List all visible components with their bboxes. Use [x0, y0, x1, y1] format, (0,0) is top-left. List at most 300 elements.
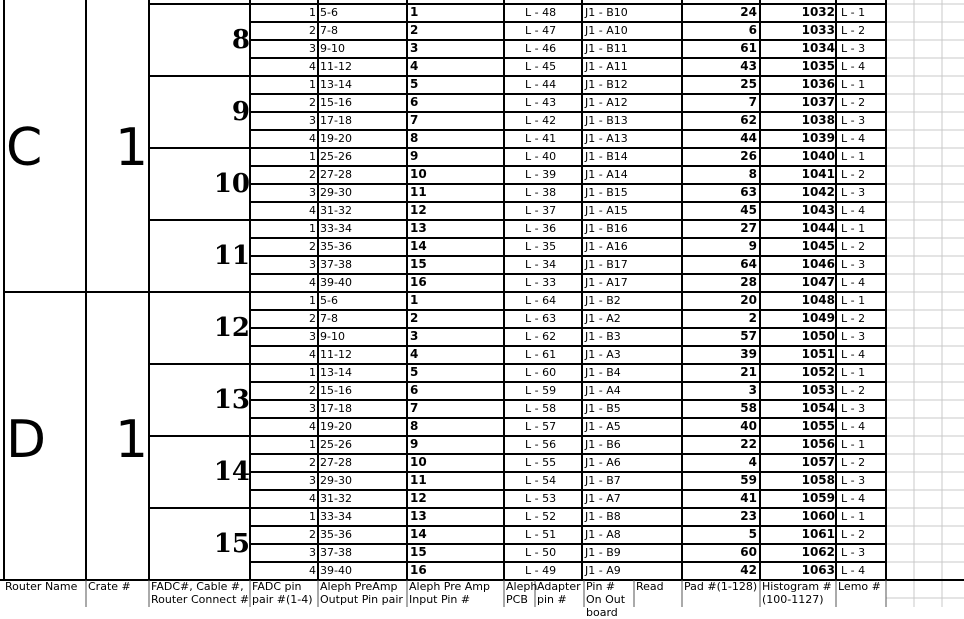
cell-lemo-number[interactable]: L - 1	[841, 78, 866, 91]
cell-preamp-input-pin[interactable]: 5	[410, 365, 419, 379]
cell-preamp-input-pin[interactable]: 15	[410, 545, 427, 559]
fadc-number[interactable]: 13	[213, 385, 250, 415]
cell-pad-number[interactable]: 2	[748, 311, 757, 325]
cell-aleph-pcb-pin[interactable]: L - 55	[525, 456, 557, 469]
cell-out-board-pin[interactable]: J1 - A16	[585, 240, 628, 253]
cell-preamp-output-pin[interactable]: 19-20	[320, 132, 352, 145]
cell-pad-number[interactable]: 5	[748, 527, 757, 541]
cell-preamp-input-pin[interactable]: 7	[410, 113, 419, 127]
cell-preamp-input-pin[interactable]: 11	[410, 473, 427, 487]
cell-preamp-output-pin[interactable]: 37-38	[320, 258, 352, 271]
cell-out-board-pin[interactable]: J1 - B10	[585, 6, 628, 19]
cell-pad-number[interactable]: 7	[748, 95, 757, 109]
cell-pad-number[interactable]: 21	[740, 365, 757, 379]
cell-preamp-input-pin[interactable]: 13	[410, 509, 427, 523]
cell-out-board-pin[interactable]: J1 - A3	[585, 348, 621, 361]
cell-out-board-pin[interactable]: J1 - B15	[585, 186, 628, 199]
cell-fadc-pin-pair[interactable]: 1	[309, 438, 316, 451]
cell-aleph-pcb-pin[interactable]: L - 63	[525, 312, 557, 325]
cell-histogram-number[interactable]: 1060	[801, 509, 835, 523]
cell-fadc-pin-pair[interactable]: 4	[309, 348, 316, 361]
cell-preamp-output-pin[interactable]: 15-16	[320, 384, 352, 397]
cell-out-board-pin[interactable]: J1 - B4	[585, 366, 621, 379]
header-preamp-output[interactable]: Aleph PreAmp Output Pin pair	[320, 580, 403, 606]
cell-histogram-number[interactable]: 1045	[801, 239, 835, 253]
cell-fadc-pin-pair[interactable]: 1	[309, 366, 316, 379]
cell-histogram-number[interactable]: 1052	[801, 365, 835, 379]
cell-preamp-output-pin[interactable]: 39-40	[320, 564, 352, 577]
header-aleph-pcb[interactable]: Aleph PCB	[506, 580, 538, 606]
cell-pad-number[interactable]: 60	[740, 545, 757, 559]
cell-preamp-input-pin[interactable]: 14	[410, 527, 427, 541]
cell-out-board-pin[interactable]: J1 - A9	[585, 564, 621, 577]
cell-aleph-pcb-pin[interactable]: L - 58	[525, 402, 557, 415]
cell-out-board-pin[interactable]: J1 - A7	[585, 492, 621, 505]
cell-fadc-pin-pair[interactable]: 4	[309, 564, 316, 577]
cell-aleph-pcb-pin[interactable]: L - 43	[525, 96, 557, 109]
cell-preamp-input-pin[interactable]: 8	[410, 419, 419, 433]
cell-histogram-number[interactable]: 1055	[801, 419, 835, 433]
cell-lemo-number[interactable]: L - 1	[841, 150, 866, 163]
cell-pad-number[interactable]: 24	[740, 5, 757, 19]
cell-lemo-number[interactable]: L - 2	[841, 528, 866, 541]
cell-fadc-pin-pair[interactable]: 4	[309, 204, 316, 217]
cell-preamp-output-pin[interactable]: 33-34	[320, 510, 352, 523]
table-row	[250, 400, 886, 418]
cell-lemo-number[interactable]: L - 2	[841, 168, 866, 181]
cell-histogram-number[interactable]: 1032	[801, 5, 835, 19]
cell-fadc-pin-pair[interactable]: 1	[309, 6, 316, 19]
cell-histogram-number[interactable]: 1057	[801, 455, 835, 469]
cell-preamp-output-pin[interactable]: 11-12	[320, 348, 352, 361]
cell-histogram-number[interactable]: 1059	[801, 491, 835, 505]
table-row	[250, 184, 886, 202]
fadc-number[interactable]: 10	[213, 169, 250, 199]
cell-aleph-pcb-pin[interactable]: L - 60	[525, 366, 557, 379]
cell-preamp-output-pin[interactable]: 5-6	[320, 294, 338, 307]
cell-preamp-output-pin[interactable]: 31-32	[320, 492, 352, 505]
cell-histogram-number[interactable]: 1047	[801, 275, 835, 289]
cell-histogram-number[interactable]: 1043	[801, 203, 835, 217]
cell-fadc-pin-pair[interactable]: 3	[309, 474, 316, 487]
cell-aleph-pcb-pin[interactable]: L - 41	[525, 132, 557, 145]
header-fadc-pin-pair[interactable]: FADC pin pair #(1-4)	[252, 580, 313, 606]
cell-out-board-pin[interactable]: J1 - B14	[585, 150, 628, 163]
table-row	[250, 148, 886, 166]
table-row	[250, 94, 886, 112]
header-read[interactable]: Read	[636, 580, 664, 593]
fadc-number[interactable]: 8	[231, 25, 250, 55]
cell-fadc-pin-pair[interactable]: 2	[309, 456, 316, 469]
cell-lemo-number[interactable]: L - 1	[841, 294, 866, 307]
cell-lemo-number[interactable]: L - 2	[841, 312, 866, 325]
table-row	[250, 238, 886, 256]
cell-lemo-number[interactable]: L - 2	[841, 240, 866, 253]
cell-aleph-pcb-pin[interactable]: L - 57	[525, 420, 557, 433]
cell-preamp-output-pin[interactable]: 35-36	[320, 528, 352, 541]
cell-aleph-pcb-pin[interactable]: L - 64	[525, 294, 557, 307]
cell-preamp-input-pin[interactable]: 1	[410, 5, 419, 19]
cell-preamp-input-pin[interactable]: 2	[410, 311, 419, 325]
cell-preamp-output-pin[interactable]: 27-28	[320, 456, 352, 469]
cell-out-board-pin[interactable]: J1 - B5	[585, 402, 621, 415]
cell-lemo-number[interactable]: L - 4	[841, 132, 866, 145]
cell-out-board-pin[interactable]: J1 - B16	[585, 222, 628, 235]
cell-aleph-pcb-pin[interactable]: L - 54	[525, 474, 557, 487]
cell-preamp-input-pin[interactable]: 7	[410, 401, 419, 415]
cell-aleph-pcb-pin[interactable]: L - 51	[525, 528, 557, 541]
fadc-number[interactable]: 11	[213, 241, 250, 271]
cell-out-board-pin[interactable]: J1 - A4	[585, 384, 621, 397]
cell-preamp-input-pin[interactable]: 1	[410, 293, 419, 307]
cell-pad-number[interactable]: 22	[740, 437, 757, 451]
cell-lemo-number[interactable]: L - 3	[841, 42, 866, 55]
cell-out-board-pin[interactable]: J1 - A15	[585, 204, 628, 217]
cell-preamp-output-pin[interactable]: 9-10	[320, 42, 345, 55]
cell-histogram-number[interactable]: 1062	[801, 545, 835, 559]
cell-aleph-pcb-pin[interactable]: L - 46	[525, 42, 557, 55]
cell-preamp-output-pin[interactable]: 25-26	[320, 438, 352, 451]
cell-preamp-output-pin[interactable]: 13-14	[320, 78, 352, 91]
cell-lemo-number[interactable]: L - 2	[841, 384, 866, 397]
cell-histogram-number[interactable]: 1046	[801, 257, 835, 271]
header-router-name[interactable]: Router Name	[5, 580, 78, 593]
cell-preamp-output-pin[interactable]: 29-30	[320, 186, 352, 199]
cell-histogram-number[interactable]: 1041	[801, 167, 835, 181]
cell-pad-number[interactable]: 4	[748, 455, 757, 469]
cell-pad-number[interactable]: 6	[748, 23, 757, 37]
cell-aleph-pcb-pin[interactable]: L - 61	[525, 348, 557, 361]
cell-aleph-pcb-pin[interactable]: L - 33	[525, 276, 557, 289]
cell-pad-number[interactable]: 39	[740, 347, 757, 361]
cell-histogram-number[interactable]: 1058	[801, 473, 835, 487]
cell-fadc-pin-pair[interactable]: 4	[309, 60, 316, 73]
cell-histogram-number[interactable]: 1040	[801, 149, 835, 163]
cell-lemo-number[interactable]: L - 3	[841, 186, 866, 199]
cell-histogram-number[interactable]: 1037	[801, 95, 835, 109]
cell-histogram-number[interactable]: 1049	[801, 311, 835, 325]
cell-lemo-number[interactable]: L - 2	[841, 456, 866, 469]
crate-number-1[interactable]: 1	[115, 118, 149, 178]
cell-fadc-pin-pair[interactable]: 3	[309, 186, 316, 199]
cell-fadc-pin-pair[interactable]: 2	[309, 168, 316, 181]
cell-preamp-output-pin[interactable]: 29-30	[320, 474, 352, 487]
cell-pad-number[interactable]: 61	[740, 41, 757, 55]
cell-preamp-input-pin[interactable]: 6	[410, 95, 419, 109]
cell-preamp-input-pin[interactable]: 8	[410, 131, 419, 145]
fadc-number[interactable]: 14	[213, 457, 250, 487]
cell-preamp-input-pin[interactable]: 4	[410, 59, 419, 73]
cell-pad-number[interactable]: 63	[740, 185, 757, 199]
cell-fadc-pin-pair[interactable]: 3	[309, 114, 316, 127]
table-row	[250, 76, 886, 94]
cell-out-board-pin[interactable]: J1 - B9	[585, 546, 621, 559]
table-row	[250, 346, 886, 364]
table-row	[250, 472, 886, 490]
router-name-d[interactable]: D	[6, 410, 47, 470]
cell-aleph-pcb-pin[interactable]: L - 56	[525, 438, 557, 451]
cell-lemo-number[interactable]: L - 4	[841, 420, 866, 433]
cell-out-board-pin[interactable]: J1 - A6	[585, 456, 621, 469]
cell-fadc-pin-pair[interactable]: 2	[309, 24, 316, 37]
cell-pad-number[interactable]: 43	[740, 59, 757, 73]
cell-lemo-number[interactable]: L - 4	[841, 60, 866, 73]
header-lemo[interactable]: Lemo #	[838, 580, 881, 593]
cell-fadc-pin-pair[interactable]: 2	[309, 240, 316, 253]
cell-pad-number[interactable]: 20	[740, 293, 757, 307]
cell-lemo-number[interactable]: L - 2	[841, 24, 866, 37]
cell-pad-number[interactable]: 25	[740, 77, 757, 91]
cell-preamp-input-pin[interactable]: 9	[410, 149, 419, 163]
cell-out-board-pin[interactable]: J1 - A5	[585, 420, 621, 433]
fadc-number[interactable]: 15	[213, 529, 250, 559]
header-pin-on-out-board[interactable]: Pin # On Out board	[586, 580, 626, 619]
cell-preamp-input-pin[interactable]: 2	[410, 23, 419, 37]
cell-out-board-pin[interactable]: J1 - A8	[585, 528, 621, 541]
cell-histogram-number[interactable]: 1044	[801, 221, 835, 235]
cell-lemo-number[interactable]: L - 4	[841, 348, 866, 361]
cell-preamp-output-pin[interactable]: 27-28	[320, 168, 352, 181]
cell-pad-number[interactable]: 42	[740, 563, 757, 577]
cell-histogram-number[interactable]: 1063	[801, 563, 835, 577]
crate-number-2[interactable]: 1	[115, 410, 149, 470]
cell-histogram-number[interactable]: 1056	[801, 437, 835, 451]
table-row	[250, 292, 886, 310]
header-crate[interactable]: Crate #	[88, 580, 131, 593]
cell-fadc-pin-pair[interactable]: 4	[309, 420, 316, 433]
cell-fadc-pin-pair[interactable]: 4	[309, 492, 316, 505]
cell-lemo-number[interactable]: L - 4	[841, 276, 866, 289]
cell-preamp-output-pin[interactable]: 9-10	[320, 330, 345, 343]
cell-pad-number[interactable]: 9	[748, 239, 757, 253]
cell-fadc-pin-pair[interactable]: 3	[309, 330, 316, 343]
cell-preamp-output-pin[interactable]: 35-36	[320, 240, 352, 253]
cell-fadc-pin-pair[interactable]: 3	[309, 546, 316, 559]
cell-fadc-pin-pair[interactable]: 4	[309, 276, 316, 289]
cell-preamp-output-pin[interactable]: 39-40	[320, 276, 352, 289]
cell-fadc-pin-pair[interactable]: 1	[309, 222, 316, 235]
cell-pad-number[interactable]: 64	[740, 257, 757, 271]
cell-fadc-pin-pair[interactable]: 1	[309, 78, 316, 91]
cell-out-board-pin[interactable]: J1 - B2	[585, 294, 621, 307]
cell-pad-number[interactable]: 41	[740, 491, 757, 505]
cell-preamp-input-pin[interactable]: 10	[410, 455, 427, 469]
cell-fadc-pin-pair[interactable]: 3	[309, 402, 316, 415]
header-pad[interactable]: Pad #(1-128)	[684, 580, 758, 593]
table-row	[250, 220, 886, 238]
cell-out-board-pin[interactable]: J1 - B3	[585, 330, 621, 343]
cell-lemo-number[interactable]: L - 3	[841, 330, 866, 343]
cell-aleph-pcb-pin[interactable]: L - 44	[525, 78, 557, 91]
cell-pad-number[interactable]: 59	[740, 473, 757, 487]
cell-aleph-pcb-pin[interactable]: L - 42	[525, 114, 557, 127]
cell-preamp-input-pin[interactable]: 15	[410, 257, 427, 271]
cell-lemo-number[interactable]: L - 1	[841, 222, 866, 235]
cell-preamp-input-pin[interactable]: 6	[410, 383, 419, 397]
cell-aleph-pcb-pin[interactable]: L - 36	[525, 222, 557, 235]
cell-preamp-input-pin[interactable]: 9	[410, 437, 419, 451]
cell-preamp-output-pin[interactable]: 11-12	[320, 60, 352, 73]
cell-aleph-pcb-pin[interactable]: L - 35	[525, 240, 557, 253]
cell-histogram-number[interactable]: 1035	[801, 59, 835, 73]
cell-lemo-number[interactable]: L - 3	[841, 258, 866, 271]
cell-lemo-number[interactable]: L - 4	[841, 204, 866, 217]
cell-preamp-output-pin[interactable]: 7-8	[320, 312, 338, 325]
cell-pad-number[interactable]: 27	[740, 221, 757, 235]
cell-lemo-number[interactable]: L - 3	[841, 402, 866, 415]
cell-pad-number[interactable]: 40	[740, 419, 757, 433]
cell-aleph-pcb-pin[interactable]: L - 39	[525, 168, 557, 181]
cell-preamp-output-pin[interactable]: 17-18	[320, 114, 352, 127]
header-histogram[interactable]: Histogram # (100-1127)	[762, 580, 832, 606]
cell-preamp-input-pin[interactable]: 3	[410, 329, 419, 343]
header-fadc-cable[interactable]: FADC#, Cable #, Router Connect #	[151, 580, 250, 606]
cell-histogram-number[interactable]: 1033	[801, 23, 835, 37]
cell-pad-number[interactable]: 58	[740, 401, 757, 415]
cell-aleph-pcb-pin[interactable]: L - 50	[525, 546, 557, 559]
table-row	[250, 328, 886, 346]
cell-preamp-output-pin[interactable]: 7-8	[320, 24, 338, 37]
cell-preamp-input-pin[interactable]: 3	[410, 41, 419, 55]
fadc-number[interactable]: 12	[213, 313, 250, 343]
cell-out-board-pin[interactable]: J1 - A13	[585, 132, 628, 145]
cell-fadc-pin-pair[interactable]: 2	[309, 312, 316, 325]
cell-preamp-input-pin[interactable]: 14	[410, 239, 427, 253]
table-row	[250, 490, 886, 508]
cell-preamp-output-pin[interactable]: 25-26	[320, 150, 352, 163]
cell-lemo-number[interactable]: L - 1	[841, 6, 866, 19]
cell-out-board-pin[interactable]: J1 - B13	[585, 114, 628, 127]
cell-fadc-pin-pair[interactable]: 4	[309, 132, 316, 145]
cell-aleph-pcb-pin[interactable]: L - 47	[525, 24, 557, 37]
cell-preamp-output-pin[interactable]: 17-18	[320, 402, 352, 415]
cell-lemo-number[interactable]: L - 1	[841, 366, 866, 379]
table-row	[250, 454, 886, 472]
cell-out-board-pin[interactable]: J1 - B7	[585, 474, 621, 487]
cell-aleph-pcb-pin[interactable]: L - 53	[525, 492, 557, 505]
cell-preamp-output-pin[interactable]: 5-6	[320, 6, 338, 19]
cell-fadc-pin-pair[interactable]: 2	[309, 528, 316, 541]
cell-fadc-pin-pair[interactable]: 1	[309, 150, 316, 163]
table-row	[250, 562, 886, 580]
cell-histogram-number[interactable]: 1042	[801, 185, 835, 199]
cell-aleph-pcb-pin[interactable]: L - 59	[525, 384, 557, 397]
cell-lemo-number[interactable]: L - 1	[841, 510, 866, 523]
cell-histogram-number[interactable]: 1048	[801, 293, 835, 307]
cell-preamp-input-pin[interactable]: 5	[410, 77, 419, 91]
cell-lemo-number[interactable]: L - 1	[841, 438, 866, 451]
cell-histogram-number[interactable]: 1051	[801, 347, 835, 361]
table-row	[250, 112, 886, 130]
cell-out-board-pin[interactable]: J1 - A12	[585, 96, 628, 109]
cell-histogram-number[interactable]: 1034	[801, 41, 835, 55]
cell-out-board-pin[interactable]: J1 - A17	[585, 276, 628, 289]
cell-preamp-output-pin[interactable]: 31-32	[320, 204, 352, 217]
cell-fadc-pin-pair[interactable]: 1	[309, 510, 316, 523]
cell-pad-number[interactable]: 23	[740, 509, 757, 523]
cell-preamp-input-pin[interactable]: 16	[410, 275, 427, 289]
cell-preamp-output-pin[interactable]: 15-16	[320, 96, 352, 109]
cell-aleph-pcb-pin[interactable]: L - 38	[525, 186, 557, 199]
header-preamp-input[interactable]: Aleph Pre Amp Input Pin #	[409, 580, 491, 606]
cell-histogram-number[interactable]: 1061	[801, 527, 835, 541]
cell-fadc-pin-pair[interactable]: 3	[309, 258, 316, 271]
cell-out-board-pin[interactable]: J1 - B12	[585, 78, 628, 91]
cell-aleph-pcb-pin[interactable]: L - 45	[525, 60, 557, 73]
cell-fadc-pin-pair[interactable]: 2	[309, 96, 316, 109]
header-adapter-pin[interactable]: Adapter pin #	[537, 580, 581, 606]
cell-aleph-pcb-pin[interactable]: L - 62	[525, 330, 557, 343]
cell-histogram-number[interactable]: 1039	[801, 131, 835, 145]
cell-aleph-pcb-pin[interactable]: L - 34	[525, 258, 557, 271]
cell-lemo-number[interactable]: L - 4	[841, 492, 866, 505]
cell-preamp-input-pin[interactable]: 12	[410, 491, 427, 505]
cell-preamp-output-pin[interactable]: 19-20	[320, 420, 352, 433]
cell-fadc-pin-pair[interactable]: 1	[309, 294, 316, 307]
cell-aleph-pcb-pin[interactable]: L - 40	[525, 150, 557, 163]
cell-preamp-output-pin[interactable]: 13-14	[320, 366, 352, 379]
cell-out-board-pin[interactable]: J1 - A11	[585, 60, 628, 73]
cell-fadc-pin-pair[interactable]: 3	[309, 42, 316, 55]
table-row	[250, 526, 886, 544]
cell-preamp-input-pin[interactable]: 12	[410, 203, 427, 217]
cell-pad-number[interactable]: 28	[740, 275, 757, 289]
router-name-c[interactable]: C	[6, 118, 43, 178]
cell-out-board-pin[interactable]: J1 - B8	[585, 510, 621, 523]
table-row	[250, 166, 886, 184]
cell-aleph-pcb-pin[interactable]: L - 49	[525, 564, 557, 577]
cell-lemo-number[interactable]: L - 3	[841, 546, 866, 559]
cell-lemo-number[interactable]: L - 3	[841, 474, 866, 487]
cell-out-board-pin[interactable]: J1 - B17	[585, 258, 628, 271]
cell-histogram-number[interactable]: 1054	[801, 401, 835, 415]
cell-lemo-number[interactable]: L - 4	[841, 564, 866, 577]
cell-out-board-pin[interactable]: J1 - A10	[585, 24, 628, 37]
cell-aleph-pcb-pin[interactable]: L - 37	[525, 204, 557, 217]
cell-pad-number[interactable]: 8	[748, 167, 757, 181]
cell-pad-number[interactable]: 57	[740, 329, 757, 343]
cell-histogram-number[interactable]: 1036	[801, 77, 835, 91]
cell-histogram-number[interactable]: 1053	[801, 383, 835, 397]
cell-preamp-output-pin[interactable]: 33-34	[320, 222, 352, 235]
cell-pad-number[interactable]: 62	[740, 113, 757, 127]
cell-aleph-pcb-pin[interactable]: L - 48	[525, 6, 557, 19]
cell-pad-number[interactable]: 44	[740, 131, 757, 145]
cell-histogram-number[interactable]: 1050	[801, 329, 835, 343]
table-row	[250, 256, 886, 274]
cell-lemo-number[interactable]: L - 2	[841, 96, 866, 109]
cell-pad-number[interactable]: 26	[740, 149, 757, 163]
cell-out-board-pin[interactable]: J1 - B6	[585, 438, 621, 451]
cell-fadc-pin-pair[interactable]: 2	[309, 384, 316, 397]
cell-preamp-input-pin[interactable]: 4	[410, 347, 419, 361]
cell-out-board-pin[interactable]: J1 - A14	[585, 168, 628, 181]
cell-aleph-pcb-pin[interactable]: L - 52	[525, 510, 557, 523]
cell-preamp-input-pin[interactable]: 16	[410, 563, 427, 577]
cell-pad-number[interactable]: 45	[740, 203, 757, 217]
cell-preamp-input-pin[interactable]: 13	[410, 221, 427, 235]
cell-preamp-output-pin[interactable]: 37-38	[320, 546, 352, 559]
cell-pad-number[interactable]: 3	[748, 383, 757, 397]
cell-preamp-input-pin[interactable]: 11	[410, 185, 427, 199]
cell-lemo-number[interactable]: L - 3	[841, 114, 866, 127]
table-row	[250, 310, 886, 328]
fadc-number[interactable]: 9	[231, 97, 250, 127]
cell-preamp-input-pin[interactable]: 10	[410, 167, 427, 181]
cell-histogram-number[interactable]: 1038	[801, 113, 835, 127]
cell-out-board-pin[interactable]: J1 - A2	[585, 312, 621, 325]
cell-out-board-pin[interactable]: J1 - B11	[585, 42, 628, 55]
